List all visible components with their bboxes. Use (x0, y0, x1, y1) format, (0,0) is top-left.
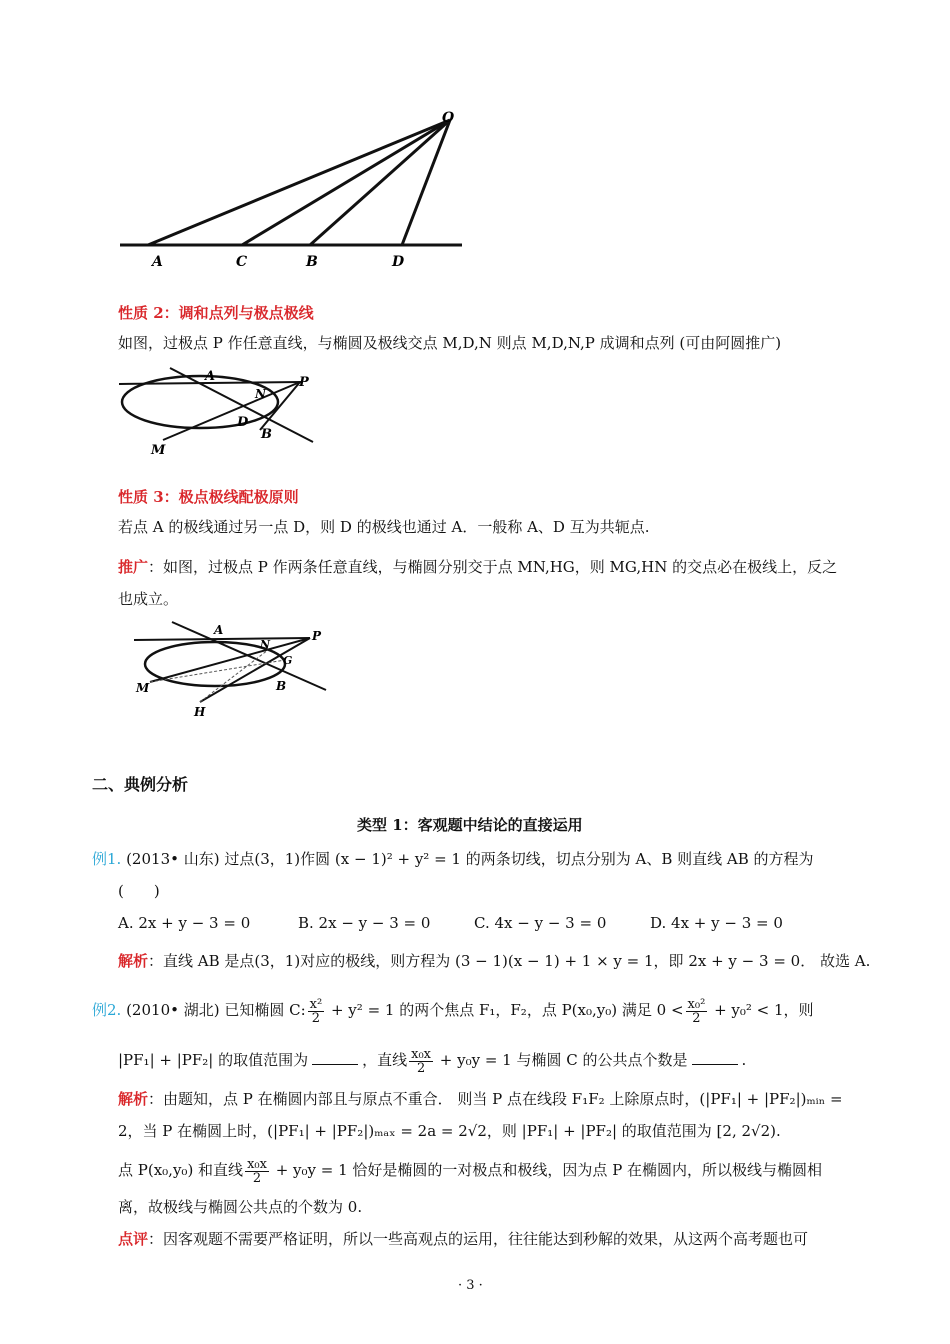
label-G: G (283, 654, 293, 667)
label-P: P (312, 629, 322, 643)
ex1-label: 例1. (92, 850, 122, 868)
figure-harmonic-lines (110, 100, 470, 280)
label-B: B (306, 254, 318, 270)
ex2-comment-label: 点评 (118, 1230, 149, 1248)
ex2-q-part4: . (741, 1051, 747, 1069)
ex2-label: 例2. (92, 1001, 122, 1019)
page-number: · 3 · (458, 1278, 483, 1293)
ex2-solution-line2: 2，当 P 在椭圆上时，(|PF₁| + |PF₂|)ₘₐₓ = 2a = 2√2，则 |PF₁| + |PF₂| 的取值范围为 [2, 2√2). (118, 1122, 781, 1140)
ex2-q-part1: |PF₁| + |PF₂| 的取值范围为 (118, 1051, 309, 1069)
section-subheading: 类型 1：客观题中结论的直接运用 (357, 816, 583, 834)
label-P: P (299, 375, 309, 390)
corollary-text: ：如图，过极点 P 作两条任意直线，与椭圆分别交于点 MN,HG，则 MG,HN 的交点必在极线上，反之 (148, 558, 838, 576)
prop2-title: 性质 2：调和点列与极点极线 (118, 304, 314, 322)
ex1-solution-label: 解析 (118, 952, 149, 970)
ex2-solution-text1: ：由题知，点 P 在椭圆内部且与原点不重合． 则当 P 点在线段 F₁F₂ 上除原点时，(|PF₁| + |PF₂|)ₘᵢₙ = (148, 1090, 843, 1108)
answer-blank-count (692, 1052, 738, 1065)
label-A: A (152, 254, 163, 270)
ex1-solution-text: ：直线 AB 是点(3，1)对应的极线，则方程为 (3 − 1)(x − 1) + 1 × y = 1，即 2x + y − 3 = 0． 故选 A. (148, 952, 871, 970)
ex2-cond1: + y² = 1 的两个焦点 F₁，F₂，点 P(x₀,y₀) 满足 0 < (326, 1001, 684, 1019)
label-D: D (237, 415, 249, 430)
ex1-option-a: A. 2x + y − 3 = 0 (118, 914, 251, 932)
prop3-text: 若点 A 的极线通过另一点 D，则 D 的极线也通过 A．一般称 A、D 互为共轭点. (118, 518, 650, 536)
fraction-x0x-over-2: $\frac{\text{x₀x}}{2}$ (247, 1156, 267, 1186)
label-H: H (194, 705, 206, 719)
label-M: M (136, 681, 150, 695)
corollary-line1 (118, 556, 837, 577)
ex2-comment-text: ：因客观题不需要严格证明，所以一些高观点的运用，往往能达到秒解的效果，从这两个高考题也可 (148, 1230, 809, 1248)
label-C: C (236, 254, 248, 270)
ex1-solution (118, 950, 870, 971)
ex2-solution-line1 (118, 1088, 843, 1109)
fraction-x0sq-over-2: $\frac{\text{x₀²}}{2}$ (687, 996, 706, 1026)
label-D: D (392, 254, 405, 270)
ex1-stem (92, 848, 814, 869)
answer-blank-range (312, 1052, 358, 1065)
ex2-stem (92, 990, 814, 1030)
fraction-x0x-over-2: $\frac{\text{x₀x}}{2}$ (411, 1046, 432, 1076)
ex2-solution-text3b: + y₀y = 1 恰好是椭圆的一对极点和极线，因为点 P 在椭圆内，所以极线与椭圆相 (270, 1161, 823, 1179)
ex1-paren: ( ) (118, 882, 160, 900)
figure-ellipse-chords (130, 620, 340, 720)
section-heading: 二、典例分析 (92, 775, 189, 794)
ex1-text: (2013• 山东) 过点(3，1)作圆 (x − 1)² + y² = 1 的两条切线，切点分别为 A、B 则直线 AB 的方程为 (121, 850, 814, 868)
ex2-q-part3: + y₀y = 1 与椭圆 C 的公共点个数是 (435, 1051, 688, 1069)
corollary-line2: 也成立。 (118, 590, 179, 608)
label-M: M (151, 443, 166, 458)
label-B: B (261, 427, 272, 442)
label-N: N (260, 638, 271, 651)
label-O: O (442, 110, 455, 126)
corollary-label: 推广 (118, 558, 149, 576)
prop3-title: 性质 3：极点极线配极原则 (118, 488, 299, 506)
ex2-cond2: + y₀² < 1，则 (709, 1001, 814, 1019)
ex1-option-c: C. 4x − y − 3 = 0 (474, 914, 607, 932)
ex2-solution-label: 解析 (118, 1090, 149, 1108)
ex2-source: (2010• 湖北) 已知椭圆 C: (121, 1001, 306, 1019)
ex2-question (118, 1040, 746, 1080)
prop2-text: 如图，过极点 P 作任意直线，与椭圆及极线交点 M,D,N 则点 M,D,N,P 成调和点列 (可由阿圆推广) (118, 334, 782, 352)
ex2-comment (118, 1228, 808, 1249)
label-N: N (255, 387, 266, 401)
ex1-option-b: B. 2x − y − 3 = 0 (298, 914, 431, 932)
ex2-solution-text3a: 点 P(x₀,y₀) 和直线 (118, 1161, 244, 1179)
figure-ellipse-harmonic (115, 362, 325, 462)
label-B: B (276, 679, 287, 693)
label-A: A (205, 369, 216, 384)
label-A: A (214, 623, 224, 637)
fraction-x2-over-2: $\frac{\text{x²}}{2}$ (309, 996, 323, 1026)
ex1-option-d: D. 4x + y − 3 = 0 (650, 914, 783, 932)
ex2-solution-line4: 离，故极线与椭圆公共点的个数为 0. (118, 1198, 363, 1216)
ex2-solution-line3 (118, 1150, 822, 1190)
ex2-q-part2: ，直线 (362, 1051, 408, 1069)
